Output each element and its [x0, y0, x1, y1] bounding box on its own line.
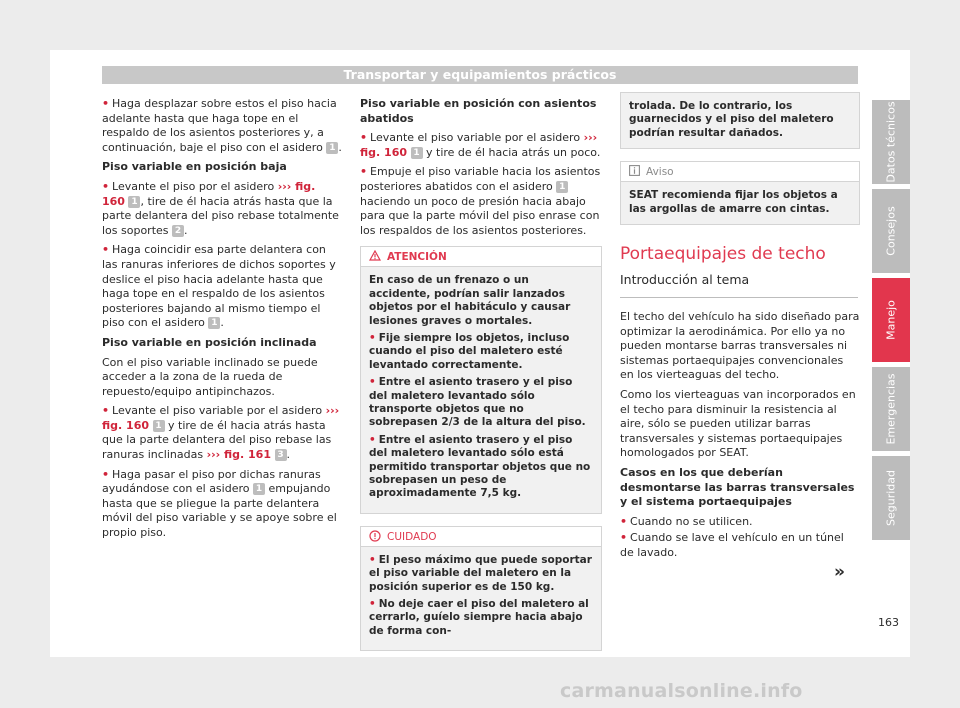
- bullet-icon: •: [360, 131, 368, 145]
- page-header: Transportar y equipamientos prácticos: [102, 66, 858, 84]
- note-label: Aviso: [646, 166, 674, 179]
- info-note-icon: [629, 165, 640, 176]
- page-number: 163: [878, 616, 899, 629]
- paragraph: • Levante el piso variable por el asidero ››› fig. 160 1 y tire de él hacia atrás hasta que la parte delantera del piso rebase las ranuras inclinadas ››› fig. 161 3 .: [102, 404, 340, 462]
- paragraph: • Levante el piso variable por el asidero ››› fig. 160 1 y tire de él hacia atrás un poco.: [360, 131, 601, 159]
- note-box-body: SEAT recomienda fijar los objetos a las argollas de amarre con cintas.: [621, 182, 859, 224]
- caution-circle-icon: [369, 530, 381, 542]
- subheading: Piso variable en posición con asientos abatidos: [360, 97, 597, 125]
- callout-number: 1: [153, 420, 165, 432]
- figure-link[interactable]: ››› fig. 160: [360, 131, 598, 159]
- paragraph: • Haga pasar el piso por dichas ranuras ayudándose con el asidero 1 empujando hasta que se pliegue la parte delantera móvil del piso variable y se apoye sobre el propio piso.: [102, 467, 337, 540]
- callout-number: 1: [128, 196, 140, 208]
- callout-number: 3: [275, 449, 287, 461]
- column-3: [620, 97, 860, 566]
- subheading: Casos en los que deberían desmontarse las barras transversales y el sistema portaequipajes: [620, 465, 855, 509]
- warning-intro: En caso de un frenazo o un accidente, podrían salir lanzados objetos por el habitáculo y causar lesiones graves o mortales.: [369, 274, 571, 327]
- bullet-icon: •: [102, 243, 110, 257]
- column-1: [102, 97, 342, 546]
- tab-emergencias[interactable]: Emergencias: [872, 367, 910, 451]
- bullet-icon: •: [102, 404, 110, 418]
- bullet-icon: •: [369, 433, 376, 446]
- warning-label: ATENCIÓN: [387, 251, 447, 264]
- column-2: [360, 97, 602, 663]
- paragraph: Con el piso variable inclinado se puede acceder a la zona de la rueda de repuesto/equipo antipinchazos.: [102, 355, 318, 398]
- bullet-icon: •: [369, 598, 376, 611]
- note-box-header: [621, 162, 859, 182]
- section-subtitle: Introducción al tema: [620, 271, 858, 298]
- paragraph: • Haga coincidir esa parte delantera con las ranuras inferiores de dichos soportes y deslice el piso hacia adelante hasta que haga tope en el respaldo de los asientos posteriores bajando al mismo tiempo el piso con el asidero 1 .: [102, 243, 336, 330]
- warning-box: [360, 246, 602, 514]
- paragraph: El techo del vehículo ha sido diseñado para optimizar la aerodinámica. Por ello ya no pueden montarse barras transversales ni sistemas portaequipajes convencionales en los vierteaguas del techo.: [620, 310, 860, 382]
- list-item: • Entre el asiento trasero y el piso del maletero levantado sólo transporte objetos que no sobrepasen 2/3 de la altura del piso.: [369, 376, 586, 429]
- tab-datos-tecnicos[interactable]: Datos técnicos: [872, 100, 910, 184]
- callout-number: 1: [253, 483, 265, 495]
- caution-box-body: [361, 547, 601, 650]
- bullet-icon: •: [369, 376, 376, 389]
- continue-arrow-icon: »: [834, 562, 845, 582]
- note-box: [620, 161, 860, 225]
- paragraph: • Levante el piso por el asidero ››› fig. 160 1 , tire de él hacia atrás hasta que la parte delantera del piso rebase totalmente los soportes 2 .: [102, 179, 339, 237]
- bullet-icon: •: [369, 331, 376, 344]
- bullet-icon: •: [102, 467, 110, 481]
- list-item: • Entre el asiento trasero y el piso del maletero levantado sólo está permitido transportar objetos que no sobrepasen un peso de aproximadamente 7,5 kg.: [369, 433, 591, 500]
- figure-link[interactable]: ››› fig. 161: [206, 448, 271, 462]
- paragraph: Como los vierteaguas van incorporados en el techo para disminuir la resistencia al aire, sólo se pueden utilizar barras transversales y sistemas portaequipajes homologados por SEAT.: [620, 388, 856, 460]
- subheading: Piso variable en posición baja: [102, 160, 287, 174]
- callout-number: 1: [411, 147, 423, 159]
- bullet-icon: •: [102, 97, 110, 110]
- tab-consejos[interactable]: Consejos: [872, 189, 910, 273]
- callout-number: 1: [326, 142, 338, 154]
- section-title: Portaequipajes de techo: [620, 244, 826, 265]
- callout-number: 1: [208, 317, 220, 329]
- watermark: carmanualsonline.info: [560, 680, 803, 702]
- warning-triangle-icon: [369, 250, 381, 261]
- caution-box: [360, 526, 602, 651]
- list-item: • Cuando no se utilicen.: [620, 514, 753, 528]
- list-item: • Cuando se lave el vehículo en un túnel de lavado.: [620, 531, 844, 559]
- list-item: • Fije siempre los objetos, incluso cuando el piso del maletero esté levantado correctamente.: [369, 331, 570, 371]
- paragraph: • Haga desplazar sobre estos el piso hacia adelante hasta que haga tope en el respaldo de los asientos posteriores y, a continuación, baje el piso con el asidero 1 .: [102, 97, 342, 154]
- subheading: Piso variable en posición inclinada: [102, 335, 317, 349]
- caution-label: CUIDADO: [387, 530, 437, 543]
- caution-continued-text: trolada. De lo contrario, los guarnecidos y el piso del maletero podrían resultar dañados.: [621, 93, 859, 148]
- side-tabs: [872, 100, 910, 545]
- figure-link[interactable]: ››› fig. 160: [102, 404, 340, 432]
- caution-box-continued: [620, 92, 860, 149]
- bullet-icon: •: [360, 165, 368, 179]
- callout-number: 1: [556, 181, 568, 193]
- bullet-icon: •: [102, 179, 110, 193]
- caution-box-header: [361, 527, 601, 547]
- tab-seguridad[interactable]: Seguridad: [872, 456, 910, 540]
- warning-box-header: [361, 247, 601, 267]
- bullet-icon: •: [620, 514, 628, 528]
- list-item: • No deje caer el piso del maletero al cerrarlo, guíelo siempre hacia abajo de forma con-: [369, 598, 589, 637]
- paragraph: • Empuje el piso variable hacia los asientos posteriores abatidos con el asidero 1 haciendo un poco de presión hacia abajo para que la parte móvil del piso enrase con los respaldos de los asientos posteriores.: [360, 165, 601, 237]
- warning-box-body: [361, 267, 601, 513]
- list-item: • El peso máximo que puede soportar el piso variable del maletero en la posición superior es de 150 kg.: [369, 553, 592, 593]
- tab-manejo[interactable]: Manejo: [872, 278, 910, 362]
- bullet-icon: •: [620, 531, 628, 545]
- bullet-icon: •: [369, 553, 376, 566]
- callout-number: 2: [172, 225, 184, 237]
- figure-link[interactable]: ››› fig. 160: [102, 179, 316, 208]
